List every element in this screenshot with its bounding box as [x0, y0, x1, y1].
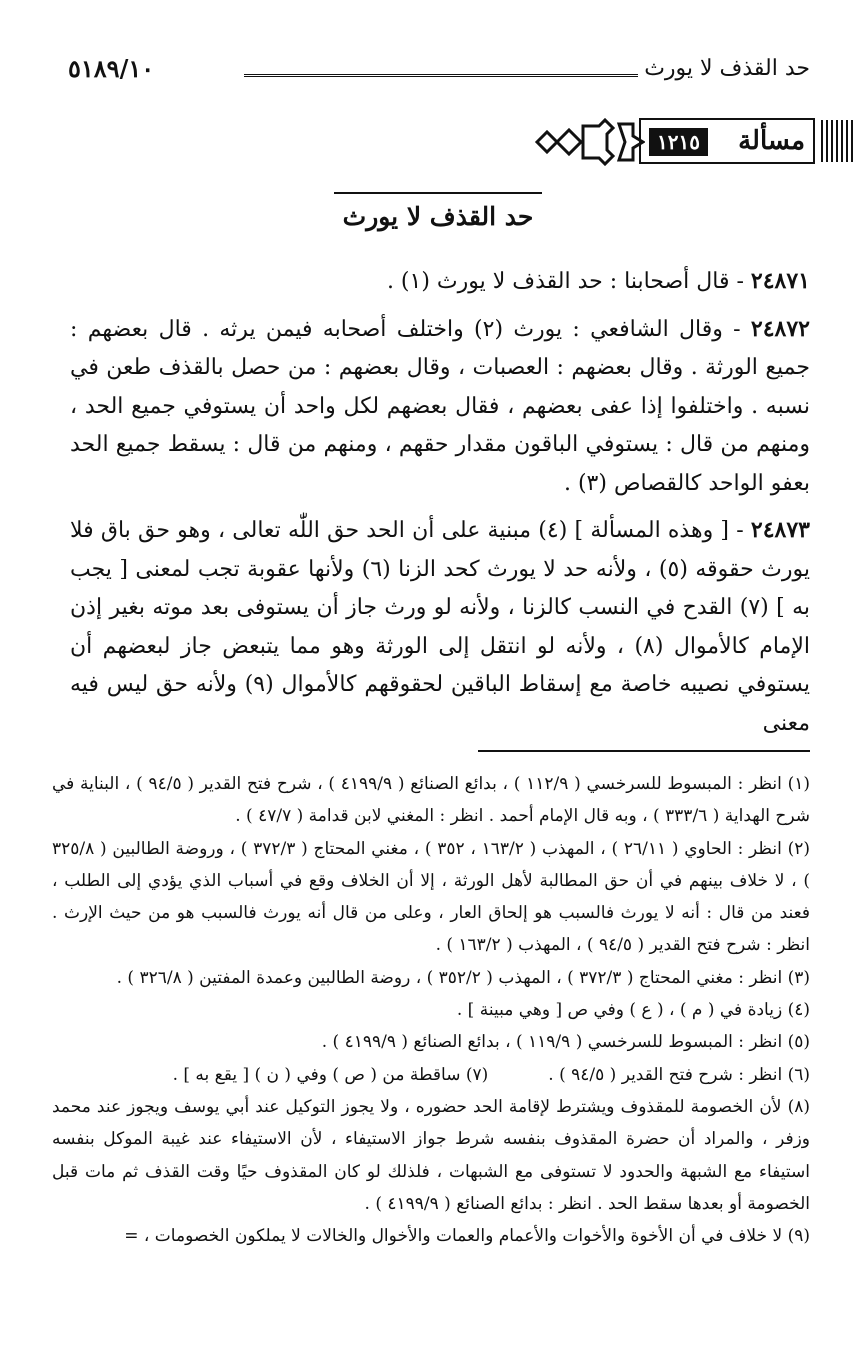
running-header-title: حد القذف لا يورث: [644, 56, 810, 81]
paragraph-number: ٢٤٨٧١: [750, 268, 810, 294]
section-heading: [334, 192, 542, 248]
section-title: حد القذف لا يورث: [342, 202, 534, 231]
footnote-2: (٢) انظر : الحاوي ( ٢٦/١١ ) ، المهذب ( ١٦٣/٢ ، ٣٥٢ ) ، مغني المحتاج ( ٣٧٢/٣ ) ، وروضة الطالبين ( ٣٢٥/٨ ) ، لا خلاف بينهم في أن حق المطالبة لأهل الورثة ، إلا أن الخلاف وقع في أسباب الذي يؤدي إلى الطلب ، فعند من قال : أنه لا يورث فالسبب هو إلحاق العار ، وعلى من قال أنه يورث فالسبب هو من حيث الإرث . انظر : شرح فتح القدير ( ٩٤/٥ ) ، المهذب ( ١٦٣/٢ ) .: [52, 838, 810, 956]
ornament-icon: [533, 118, 645, 166]
paragraph-text: - قال أصحابنا : حد القذف لا يورث (١) .: [386, 269, 751, 294]
footnote-9: (٩) لا خلاف في أن الأخوة والأخوات والأعمام والعمات والأخوال والخالات لا يملكون الخصومات ، =: [124, 1226, 810, 1247]
paragraph-number: ٢٤٨٧٢: [750, 315, 810, 342]
footnote-6: (٦) انظر : شرح فتح القدير ( ٩٤/٥ ) .: [548, 1064, 810, 1085]
header-rule: [244, 74, 638, 80]
footnote-3: (٣) انظر : مغني المحتاج ( ٣٧٢/٣ ) ، المهذب ( ٣٥٢/٢ ) ، روضة الطالبين وعمدة المفتين ( ٣٢٦/٨ ) .: [116, 967, 810, 988]
issue-box: [639, 118, 815, 164]
barcode-ornament: [821, 120, 855, 162]
footnote-5: (٥) انظر : المبسوط للسرخسي ( ١١٩/٩ ) ، بدائع الصنائع ( ٤١٩٩/٩ ) .: [321, 1032, 810, 1053]
paragraph-24873: [70, 511, 810, 743]
heading-overline: [334, 192, 542, 194]
paragraph-number: ٢٤٨٧٣: [750, 517, 810, 543]
footnote-rule: [478, 750, 810, 752]
page-reference: ٥١٨٩/١٠: [68, 54, 155, 83]
footnote-4: (٤) زيادة في ( م ) ، ( ع ) وفي ص [ وهي مبينة ] .: [456, 1000, 810, 1021]
issue-number: ١٢١٥: [649, 128, 708, 156]
footnote-row-6-7: [52, 1059, 810, 1091]
footnotes: [52, 768, 810, 1252]
running-header: [68, 50, 810, 94]
issue-banner: [533, 118, 855, 166]
paragraph-24872: [70, 310, 810, 504]
issue-label: مسألة: [738, 126, 805, 156]
footnote-7: (٧) ساقطة من ( ص ) وفي ( ن ) [ يقع به ] .: [172, 1064, 489, 1085]
paragraph-text: - وقال الشافعي : يورث (٢) واختلف أصحابه فيمن يرثه . قال بعضهم : جميع الورثة . وقال بعضهم : العصبات ، وقال بعضهم : من حصل بالقذف طعن في نسبه . واختلفوا إذا عفى بعضهم ، فقال بعضهم لكل واحد أن يستوفي جميع الحد ، ومنهم من قال : يستوفي الباقون مقدار حقهم ، ومنهم من قال : يسقط جميع الحد بعفو الواحد كالقصاص (٣) .: [70, 316, 810, 496]
footnote-8: (٨) لأن الخصومة للمقذوف ويشترط لإقامة الحد حضوره ، ولا يجوز التوكيل عند أبي يوسف ويجوز عند محمد وزفر ، والمراد أن حضرة المقذوف بنفسه شرط جواز الاستيفاء ، لأن الاستيفاء عند غيبة الموكل بنفسه استيفاء مع الشبهة والحدود لا تستوفى مع الشبهات ، فلذلك لو كان المقذوف حيًا وقت القذف ثم مات قبل الخصومة أو بعدها سقط الحد . انظر : بدائع الصنائع ( ٤١٩٩/٩ ) .: [52, 1096, 810, 1214]
body-text: [70, 262, 810, 743]
paragraph-24871: [70, 262, 810, 302]
footnote-1: (١) انظر : المبسوط للسرخسي ( ١١٢/٩ ) ، بدائع الصنائع ( ٤١٩٩/٩ ) ، شرح فتح القدير ( ٩٤/٥ ) ، البناية في شرح الهداية ( ٣٣٣/٦ ) ، وبه قال الإمام أحمد . انظر : المغني لابن قدامة ( ٤٧/٧ ) .: [52, 774, 810, 827]
paragraph-text: - [ وهذه المسألة ] (٤) مبنية على أن الحد حق اللّٰه تعالى ، وهو حق باق فلا يورث حقوقه (٥) ، ولأنه حد لا يورث كحد الزنا (٦) ولأنها عقوبة تجب لمعنى [ يجب به ] (٧) القدح في النسب كالزنا ، ولأنه لو ورث جاز أن يستوفى بعد موته بغير إذن الإمام كالأموال (٨) ، ولأنه لو انتقل إلى الورثة وهو مما يتبعض جاز لبعضهم أن يستوفي نصيبه خاصة مع إسقاط الباقين لحقوقهم كالأموال (٩) ولأنه حق ليس فيه معنى: [70, 518, 810, 736]
